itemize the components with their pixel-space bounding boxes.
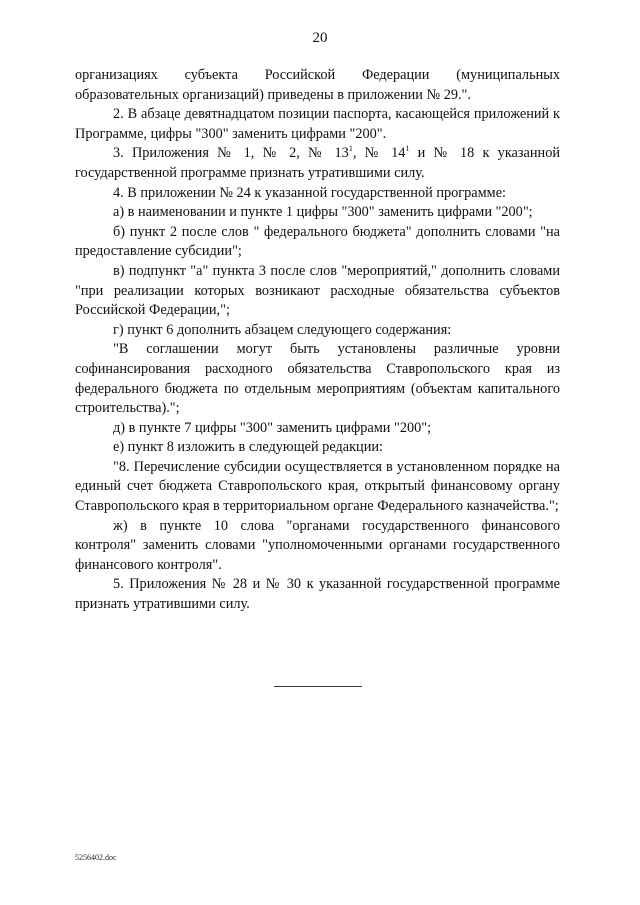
paragraph-item-4: 4. В приложении № 24 к указанной государственной программе:: [113, 184, 507, 201]
paragraph-continuation: организациях субъекта Российской Федерации (муниципальных образовательных организаций) приведены в приложении № 29.".: [75, 67, 560, 103]
subitem-v: в) подпункт "а" пункта 3 после слов "мероприятий," дополнить словами "при реализации которых возникают расходные обязательства субъектов Российской Федерации,";: [75, 262, 560, 319]
end-separator-line: [274, 686, 362, 687]
subitem-e-quote: "8. Перечисление субсидии осуществляется в установленном порядке на единый счет бюджета Ставропольского края, открытый финансовому органу Ставропольского края в территориальном органе Федерального казначейства.";: [75, 458, 560, 515]
paragraph-item-3: [75, 144, 560, 183]
superscript-1: 1: [348, 144, 353, 154]
subitem-zh: ж) в пункте 10 слова "органами государственного финансового контроля" заменить словами "уполномоченными органами государственного финансового контроля".: [75, 517, 560, 573]
subitem-e: е) пункт 8 изложить в следующей редакции:: [113, 439, 383, 456]
subitem-b: б) пункт 2 после слов " федерального бюджета" дополнить словами "на предоставление субсидии";: [75, 223, 560, 260]
paragraph-item-3-part-2: , № 14: [352, 145, 406, 162]
subitem-g: г) пункт 6 дополнить абзацем следующего содержания:: [113, 321, 452, 338]
paragraph-item-3-part-3: и № 18 к указанной государственной программе признать утратившими силу.: [75, 145, 560, 181]
subitem-g-quote: "В соглашении могут быть установлены различные уровни софинансирования расходного обязательства Ставропольского края из федерального бюджета по отдельным мероприятиям (объектам капитального строительства).";: [75, 341, 560, 417]
subitem-d: д) в пункте 7 цифры "300" заменить цифрами "200";: [113, 419, 432, 436]
paragraph-item-2: 2. В абзаце девятнадцатом позиции паспорта, касающейся приложений к Программе, цифры "300" заменить цифрами "200".: [75, 106, 560, 142]
page-number: 20: [312, 30, 328, 46]
paragraph-item-3-part-1: 3. Приложения № 1, № 2, № 13: [113, 145, 349, 162]
paragraph-item-5: 5. Приложения № 28 и № 30 к указанной государственной программе признать утратившими силу.: [75, 576, 560, 613]
footer-file-code: 5256402.doc: [75, 853, 117, 862]
document-body: [75, 66, 560, 615]
superscript-2: 1: [405, 144, 410, 154]
subitem-a: а) в наименовании и пункте 1 цифры "300" заменить цифрами "200";: [113, 204, 533, 221]
